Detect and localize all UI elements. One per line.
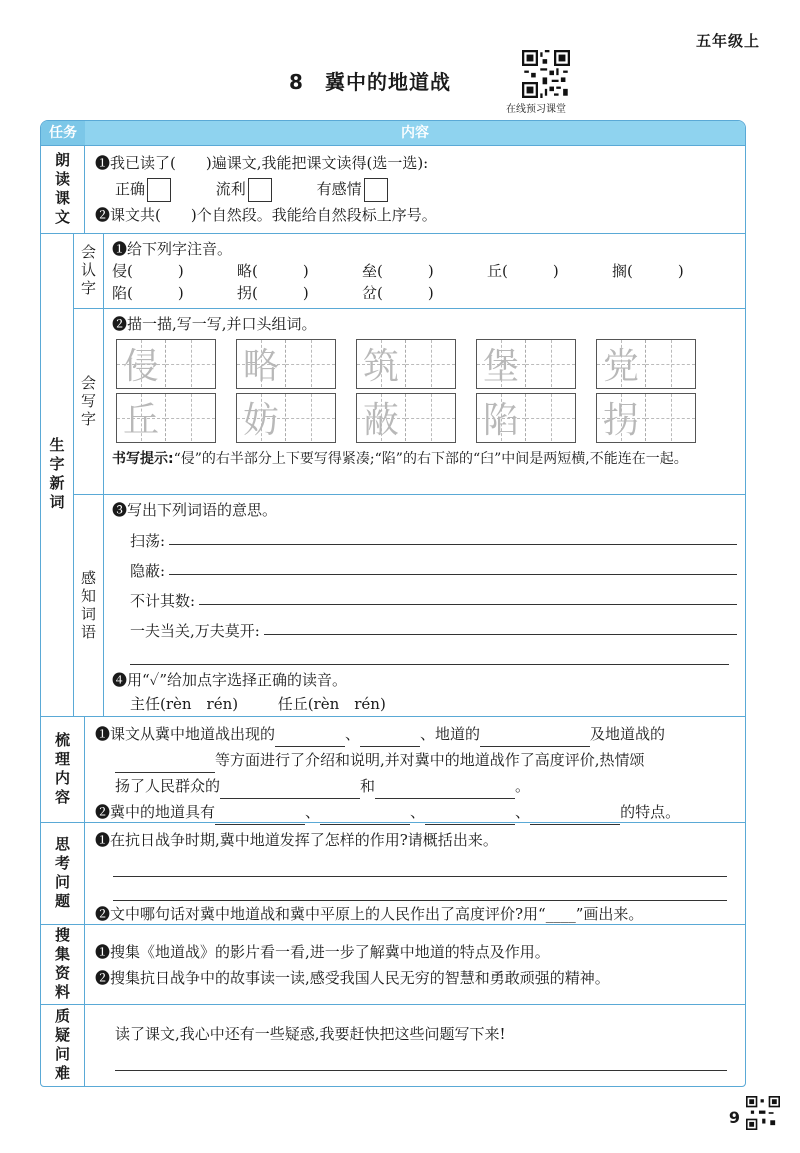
- option-fluent-checkbox[interactable]: [248, 178, 272, 202]
- writing-tip-text: “侵”的右半部分上下要写得紧凑;“陷”的右下部的“臼”中间是两短横,不能连在一起。: [173, 451, 688, 467]
- row-question: [41, 1004, 745, 1086]
- answer-line[interactable]: [113, 877, 727, 901]
- writing-cell-pair[interactable]: [476, 339, 576, 389]
- writing-tip: [112, 447, 737, 471]
- sorting-text: 和: [360, 777, 376, 795]
- pinyin-item[interactable]: 陷( ): [112, 284, 184, 302]
- grade-label: 五年级上: [695, 32, 760, 50]
- fill-blank[interactable]: [220, 781, 360, 799]
- col-content-header: 内容: [401, 125, 429, 141]
- reading-q2: ❷课文共( )个自然段。我能给自然段标上序号。: [95, 206, 437, 224]
- page-number: 9: [728, 1108, 740, 1127]
- sub-label-words: 感知词语: [79, 569, 97, 642]
- writing-grid-row-2: [116, 393, 737, 443]
- lesson-title: 8 冀中的地道战: [289, 70, 451, 94]
- writing-grid-row-1: [116, 339, 737, 389]
- qr-code-icon[interactable]: [746, 1096, 780, 1130]
- sorting-text: 、: [305, 803, 321, 821]
- option-emotion-label: 有感情: [316, 180, 362, 198]
- row-thinking: [41, 822, 745, 924]
- row-reading: [41, 145, 745, 233]
- definition-answer-line[interactable]: [199, 604, 737, 605]
- sorting-text: 等方面进行了介绍和说明,并对冀中的地道战作了高度评价,热情颂: [215, 751, 645, 769]
- pronunciation-choice-2[interactable]: 任丘(rèn rén): [277, 695, 386, 713]
- thinking-q1: ❶在抗日战争时期,冀中地道发挥了怎样的作用?请概括出来。: [95, 831, 498, 849]
- fill-blank[interactable]: [275, 729, 345, 747]
- qr-code-icon[interactable]: [522, 50, 570, 98]
- trace-character: 略: [243, 346, 280, 387]
- collect-item-1: ❶搜集《地道战》的影片看一看,进一步了解冀中地道的特点及作用。: [95, 943, 550, 961]
- sorting-text: 的特点。: [620, 803, 681, 821]
- fill-blank[interactable]: [360, 729, 420, 747]
- definition-answer-line[interactable]: [169, 544, 737, 545]
- fill-blank[interactable]: [115, 755, 215, 773]
- answer-line[interactable]: [115, 1047, 727, 1071]
- pronunciation-choice-1[interactable]: 主任(rèn rén): [130, 695, 239, 713]
- definition-answer-line[interactable]: [264, 634, 737, 635]
- writing-cell-pair[interactable]: [476, 393, 576, 443]
- words-q4: ❹用“✓”给加点字选择正确的读音。: [112, 671, 348, 689]
- sorting-text: 及地道战的: [590, 725, 666, 743]
- sorting-text: 、: [345, 725, 361, 743]
- words-q3: ❸写出下列词语的意思。: [112, 501, 278, 519]
- row-collect: [41, 924, 745, 1004]
- trace-character: 陷: [483, 400, 520, 441]
- writing-tip-label: 书写提示:: [112, 451, 174, 467]
- fill-blank[interactable]: [375, 781, 515, 799]
- sorting-text: 、: [515, 803, 531, 821]
- definition-term: 扫荡:: [130, 532, 166, 550]
- sub-label-write: 会写字: [79, 374, 97, 429]
- option-fluent-label: 流利: [215, 180, 246, 198]
- reading-q1: ❶我已读了( )遍课文,我能把课文读得(选一选):: [95, 154, 429, 172]
- sorting-text: ❶课文从冀中地道战出现的: [95, 725, 276, 743]
- task-label-new-words: 生字新词: [47, 437, 66, 513]
- trace-character: 堡: [483, 346, 520, 387]
- sorting-text: 扬了人民群众的: [115, 777, 221, 795]
- definition-answer-line[interactable]: [169, 574, 737, 575]
- question-prompt: 读了课文,我心中还有一些疑惑,我要赶快把这些问题写下来!: [115, 1025, 506, 1043]
- answer-line[interactable]: [113, 853, 727, 877]
- writing-cell-pair[interactable]: [356, 339, 456, 389]
- sorting-text: 、地道的: [420, 725, 481, 743]
- table-header: [41, 121, 745, 145]
- collect-item-2: ❷搜集抗日战争中的故事读一读,感受我国人民无穷的智慧和勇敢顽强的精神。: [95, 969, 610, 987]
- trace-character: 侵: [123, 346, 160, 387]
- writing-cell-pair[interactable]: [116, 393, 216, 443]
- pinyin-item[interactable]: 侵( ): [112, 262, 184, 280]
- pinyin-item[interactable]: 搁( ): [612, 262, 684, 280]
- trace-character: 蔽: [363, 400, 400, 441]
- col-task-header: 任务: [41, 121, 85, 145]
- task-label-reading: 朗读课文: [53, 151, 71, 228]
- task-label-question: 质疑问难: [53, 1007, 71, 1084]
- definition-term: 不计其数:: [130, 592, 196, 610]
- recognize-question: ❶给下列字注音。: [112, 240, 233, 258]
- writing-cell-pair[interactable]: [596, 339, 696, 389]
- task-label-sorting: 梳理内容: [53, 731, 71, 808]
- sub-label-recognize: 会认字: [79, 244, 97, 298]
- writing-cell-pair[interactable]: [356, 393, 456, 443]
- writing-cell-pair[interactable]: [596, 393, 696, 443]
- qr-caption: 在线预习课堂: [506, 104, 566, 115]
- trace-character: 妨: [243, 400, 280, 441]
- row-new-words: [41, 233, 745, 716]
- pinyin-item[interactable]: 略( ): [237, 262, 309, 280]
- pinyin-item[interactable]: 拐( ): [237, 284, 309, 302]
- definition-extra-line[interactable]: [130, 641, 729, 665]
- sorting-text: ❷冀中的地道具有: [95, 803, 216, 821]
- trace-character: 党: [603, 346, 640, 387]
- pinyin-item[interactable]: 岔( ): [362, 284, 434, 302]
- option-correct-label: 正确: [115, 180, 146, 198]
- writing-cell-pair[interactable]: [236, 339, 336, 389]
- trace-character: 筑: [363, 346, 400, 387]
- pinyin-item[interactable]: 丘( ): [487, 262, 559, 280]
- option-emotion-checkbox[interactable]: [364, 178, 388, 202]
- definition-term: 一夫当关,万夫莫开:: [130, 622, 260, 640]
- writing-cell-pair[interactable]: [116, 339, 216, 389]
- trace-character: 丘: [123, 400, 160, 441]
- task-label-thinking: 思考问题: [53, 835, 71, 912]
- option-correct-checkbox[interactable]: [147, 178, 171, 202]
- write-question: ❷描一描,写一写,并口头组词。: [112, 315, 317, 333]
- fill-blank[interactable]: [480, 729, 590, 747]
- row-sorting: [41, 716, 745, 822]
- definition-term: 隐蔽:: [130, 562, 166, 580]
- trace-character: 拐: [603, 400, 640, 441]
- task-label-collect: 搜集资料: [53, 926, 71, 1003]
- study-table: [40, 120, 746, 1087]
- writing-cell-pair[interactable]: [236, 393, 336, 443]
- thinking-q2: ❷文中哪句话对冀中地道战和冀中平原上的人民作出了高度评价?用“____”画出来。: [95, 905, 644, 923]
- sorting-text: 。: [515, 777, 531, 795]
- sorting-text: 、: [410, 803, 426, 821]
- pinyin-item[interactable]: 垒( ): [362, 262, 434, 280]
